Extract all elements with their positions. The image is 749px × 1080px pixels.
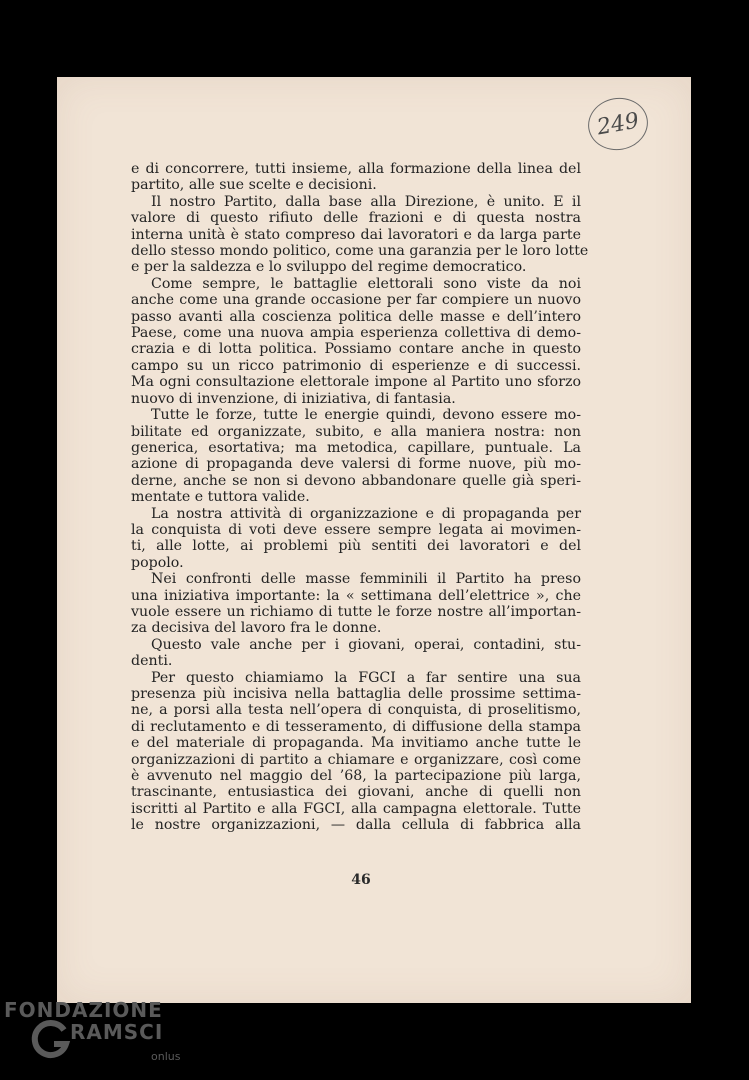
text-line: Tutte le forze, tutte le energie quindi, devono essere mo-: [151, 407, 581, 424]
text-line: e per la saldezza e lo sviluppo del regime democratico.: [131, 259, 527, 276]
text-line: presenza più incisiva nella battaglia delle prossime settima-: [131, 686, 581, 702]
text-line: derne, anche se non si devono abbandonare quelle già speri-: [131, 472, 581, 489]
text-line: ne, a porsi alla testa nell’opera di conquista, di proselitismo,: [131, 702, 581, 719]
text-line: La nostra attività di organizzazione e di propaganda per: [151, 505, 581, 522]
watermark-logo: [4, 996, 189, 1080]
watermark-line2: RAMSCI: [70, 1020, 164, 1044]
text-line: una iniziativa importante: la « settimana dell’elettrice », che: [131, 587, 581, 604]
text-line: le nostre organizzazioni, — dalla cellula di fabbrica alla: [131, 817, 581, 834]
text-line: bilitate ed organizzate, subito, e alla maniera nostra: non: [131, 423, 581, 440]
text-line: e di concorrere, tutti insieme, alla formazione della linea del: [131, 161, 581, 177]
text-line: ti, alle lotte, ai problemi più sentiti dei lavoratori e del: [131, 538, 581, 555]
text-line: crazia e di lotta politica. Possiamo contare anche in questo: [131, 341, 581, 358]
text-line: Questo vale anche per i giovani, operai, contadini, stu-: [151, 636, 581, 653]
watermark-line3: onlus: [151, 1050, 181, 1063]
text-line: Come sempre, le battaglie elettorali sono viste da noi: [151, 275, 581, 292]
text-line: interna unità è stato compreso dai lavoratori e da larga parte: [131, 226, 581, 243]
text-line: e del materiale di propaganda. Ma invitiamo anche tutte le: [131, 735, 581, 752]
handwritten-page-annotation: 249: [584, 93, 652, 155]
text-line: iscritti al Partito e alla FGCI, alla campagna elettorale. Tutte: [131, 800, 581, 817]
text-line: generica, esortativa; ma metodica, capillare, puntuale. La: [131, 439, 581, 456]
text-line: vuole essere un richiamo di tutte le forze nostre all’importan-: [131, 603, 581, 620]
text-line: valore di questo rifiuto delle frazioni e di questa nostra: [131, 210, 581, 227]
watermark-line1: FONDAZIONE: [4, 998, 163, 1022]
text-line: azione di propaganda deve valersi di forme nuove, più mo-: [131, 456, 581, 473]
text-line: organizzazioni di partito a chiamare e organizzare, così come: [131, 751, 581, 768]
text-line: campo su un ricco patrimonio di esperienze e di successi.: [131, 357, 581, 374]
text-line: Paese, come una nuova ampia esperienza collettiva di demo-: [131, 325, 581, 342]
text-line: Il nostro Partito, dalla base alla Direzione, è unito. E il: [151, 193, 581, 210]
body-text: [131, 161, 589, 834]
text-line: mentate e tuttora valide.: [131, 489, 310, 506]
text-line: trascinante, entusiastica dei giovani, anche di quelli non: [131, 784, 581, 801]
text-line: la conquista di voti deve essere sempre legata ai movimen-: [131, 521, 581, 538]
text-line: Per questo chiamiamo la FGCI a far sentire una sua: [151, 669, 581, 686]
page-number: 46: [351, 872, 371, 888]
watermark-g-icon: [30, 1018, 74, 1062]
text-line: nuovo di invenzione, di iniziativa, di fantasia.: [131, 390, 456, 407]
text-line: di reclutamento e di tesseramento, di diffusione della stampa: [131, 718, 581, 735]
text-line: Ma ogni consultazione elettorale impone al Partito uno sforzo: [131, 374, 581, 391]
text-line: dello stesso mondo politico, come una garanzia per le loro lotte: [131, 243, 589, 260]
text-line: passo avanti alla coscienza politica delle masse e dell’intero: [131, 308, 581, 325]
text-line: popolo.: [131, 554, 184, 571]
text-line: denti.: [131, 653, 173, 670]
text-line: za decisiva del lavoro fra le donne.: [131, 620, 382, 637]
text-line: partito, alle sue scelte e decisioni.: [131, 177, 377, 194]
text-line: Nei confronti delle masse femminili il Partito ha preso: [151, 571, 581, 588]
text-line: è avvenuto nel maggio del ’68, la partecipazione più larga,: [131, 768, 581, 785]
text-line: anche come una grande occasione per far compiere un nuovo: [131, 292, 581, 309]
